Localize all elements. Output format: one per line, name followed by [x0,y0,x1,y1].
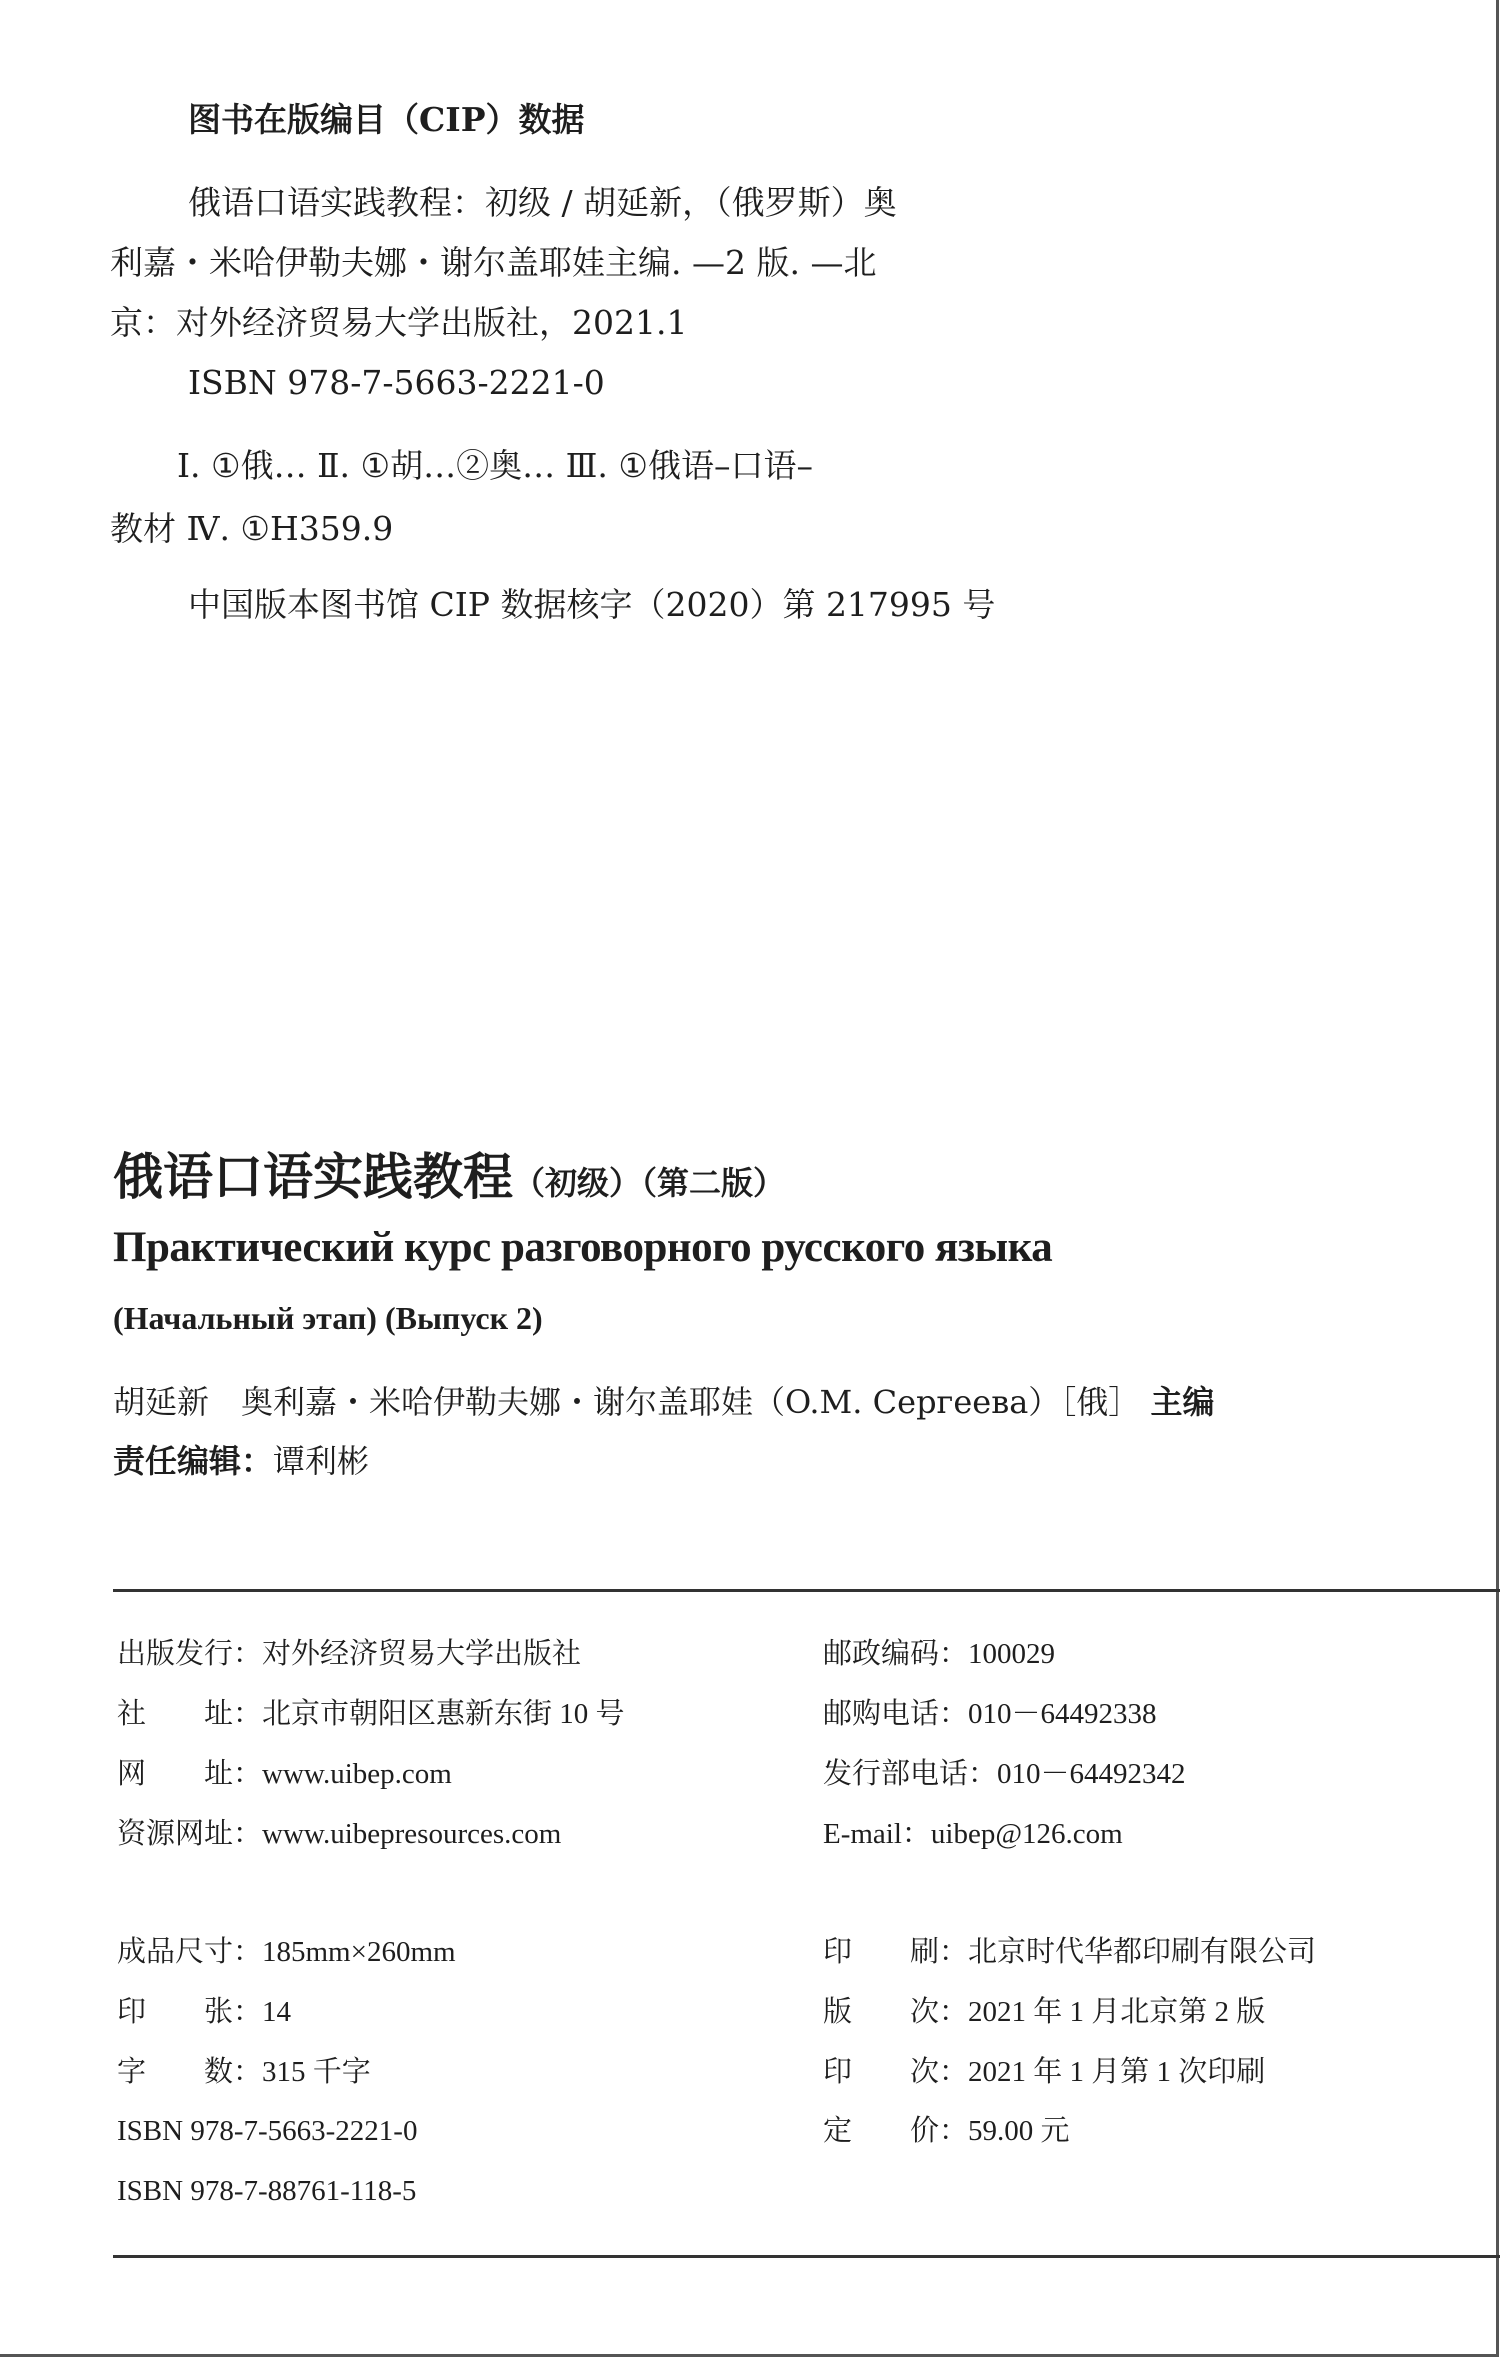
book-title-ru: Практический курс разговорного русского языка [113,1224,1053,1271]
printing: 印 次：2021 年 1 月第 1 次印刷 [823,2056,1266,2088]
cip-isbn: ISBN 978-7-5663-2221-0 [188,363,605,402]
cip-line: 俄语口语实践教程：初级 / 胡延新，（俄罗斯）奥 [188,183,897,222]
trim-size: 成品尺寸：185mm×260mm [117,1936,456,1968]
editor-name: 谭利彬 [273,1442,370,1480]
cip-line: 利嘉・米哈伊勒夫娜・谢尔盖耶娃主编. —2 版. —北 [110,243,877,282]
publisher-line: 出版发行：对外经济贸易大学出版社 [117,1638,582,1670]
mail-order-phone: 邮购电话：010－64492338 [823,1698,1157,1730]
isbn-book: ISBN 978-7-5663-2221-0 [117,2115,418,2147]
printed-sheets: 印 张：14 [117,1996,292,2028]
word-count: 字 数：315 千字 [117,2056,371,2088]
cip-classification: Ⅰ. ①俄… Ⅱ. ①胡…②奥… Ⅲ. ①俄语–口语– [177,446,813,485]
cip-record: 中国版本图书馆 CIP 数据核字（2020）第 217995 号 [188,585,996,624]
title-cn-suffix: （初级）（第二版） [513,1164,786,1202]
authors-role: 主编 [1150,1383,1215,1421]
book-title-cn [113,1147,786,1206]
printer: 印 刷：北京时代华都印刷有限公司 [823,1936,1317,1968]
cip-heading: 图书在版编目（CIP）数据 [188,100,585,139]
divider-top [113,1589,1500,1592]
editor-label: 责任编辑： [113,1442,274,1480]
distribution-phone: 发行部电话：010－64492342 [823,1758,1186,1790]
isbn-media: ISBN 978-7-88761-118-5 [117,2175,417,2207]
book-authors [113,1383,1215,1421]
title-cn-main: 俄语口语实践教程 [113,1147,513,1206]
publisher-address: 社 址：北京市朝阳区惠新东街 10 号 [117,1698,625,1730]
cip-line: 京：对外经济贸易大学出版社，2021.1 [110,303,688,342]
postal-code: 邮政编码：100029 [823,1638,1056,1670]
publisher-website: 网 址：www.uibep.com [117,1758,452,1790]
price: 定 价：59.00 元 [823,2115,1070,2147]
cip-classification: 教材 Ⅳ. ①H359.9 [110,509,394,548]
book-editor [113,1442,370,1480]
publisher-resources-site: 资源网址：www.uibepresources.com [117,1818,562,1850]
email: E-mail：uibep@126.com [823,1818,1123,1850]
edition: 版 次：2021 年 1 月北京第 2 版 [823,1996,1266,2028]
authors-names: 胡延新 奥利嘉・米哈伊勒夫娜・谢尔盖耶娃（O.M. Сергеева）［俄］ [113,1383,1141,1421]
divider-bottom [113,2255,1500,2258]
book-subtitle-ru: (Начальный этап) (Выпуск 2) [113,1300,543,1336]
